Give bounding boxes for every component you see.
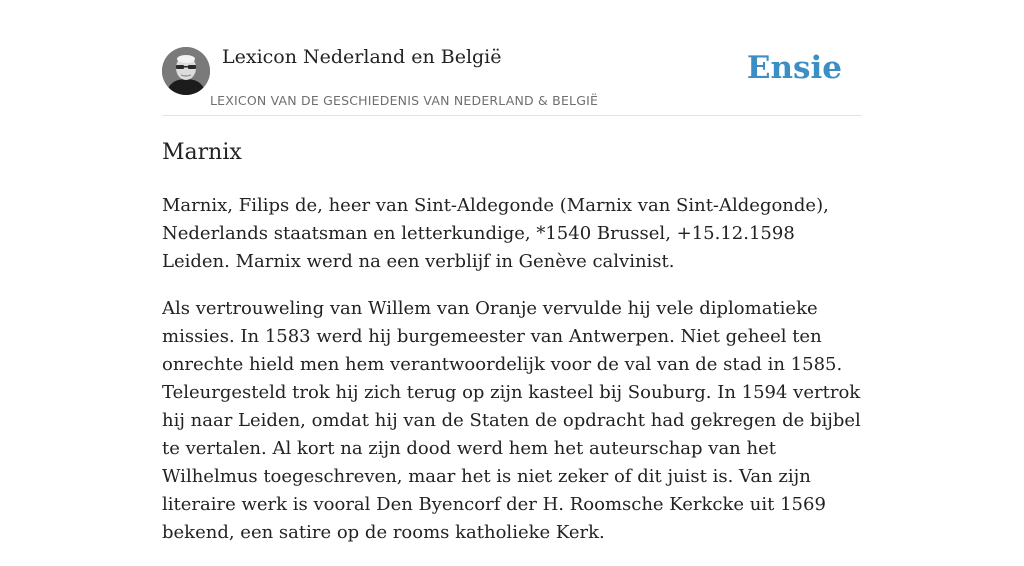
page — [162, 0, 862, 543]
article-body — [162, 192, 862, 566]
article-paragraph-1: Marnix, Filips de, heer van Sint-Aldegonde (Marnix van Sint-Aldegonde), Nederlands staatsman en letterkundige, *1540 Brussel, +15.12.1598 Leiden. Marnix werd na een verblijf in Genève calvinist. — [162, 195, 829, 272]
site-name-link[interactable]: Lexicon Nederland en België — [222, 46, 502, 68]
header — [162, 0, 862, 116]
site-subtitle: LEXICON VAN DE GESCHIEDENIS VAN NEDERLAND & BELGIË — [210, 93, 599, 108]
article-paragraph-2: Als vertrouweling van Willem van Oranje vervulde hij vele diplomatieke missies. In 1583 werd hij burgemeester van Antwerpen. Niet geheel ten onrechte hield men hem verantwoordelijk voor de val van de stad in 1585. Teleurgesteld trok hij zich terug op zijn kasteel bij Souburg. In 1594 vertrok hij naar Leiden, omdat hij van de Staten de opdracht had gekregen de bijbel te vertalen. Al kort na zijn dood werd hem het auteurschap van het Wilhelmus toegeschreven, maar het is niet zeker of dit juist is. Van zijn literaire werk is vooral Den Byencorf der H. Roomsche Kerkcke uit 1569 bekend, een satire op de rooms katholieke Kerk. — [162, 298, 861, 543]
article-title: Marnix — [162, 140, 242, 165]
author-avatar[interactable] — [162, 47, 210, 95]
avatar-portrait-icon — [162, 47, 210, 95]
ensie-logo-link[interactable]: Ensie — [746, 50, 842, 86]
